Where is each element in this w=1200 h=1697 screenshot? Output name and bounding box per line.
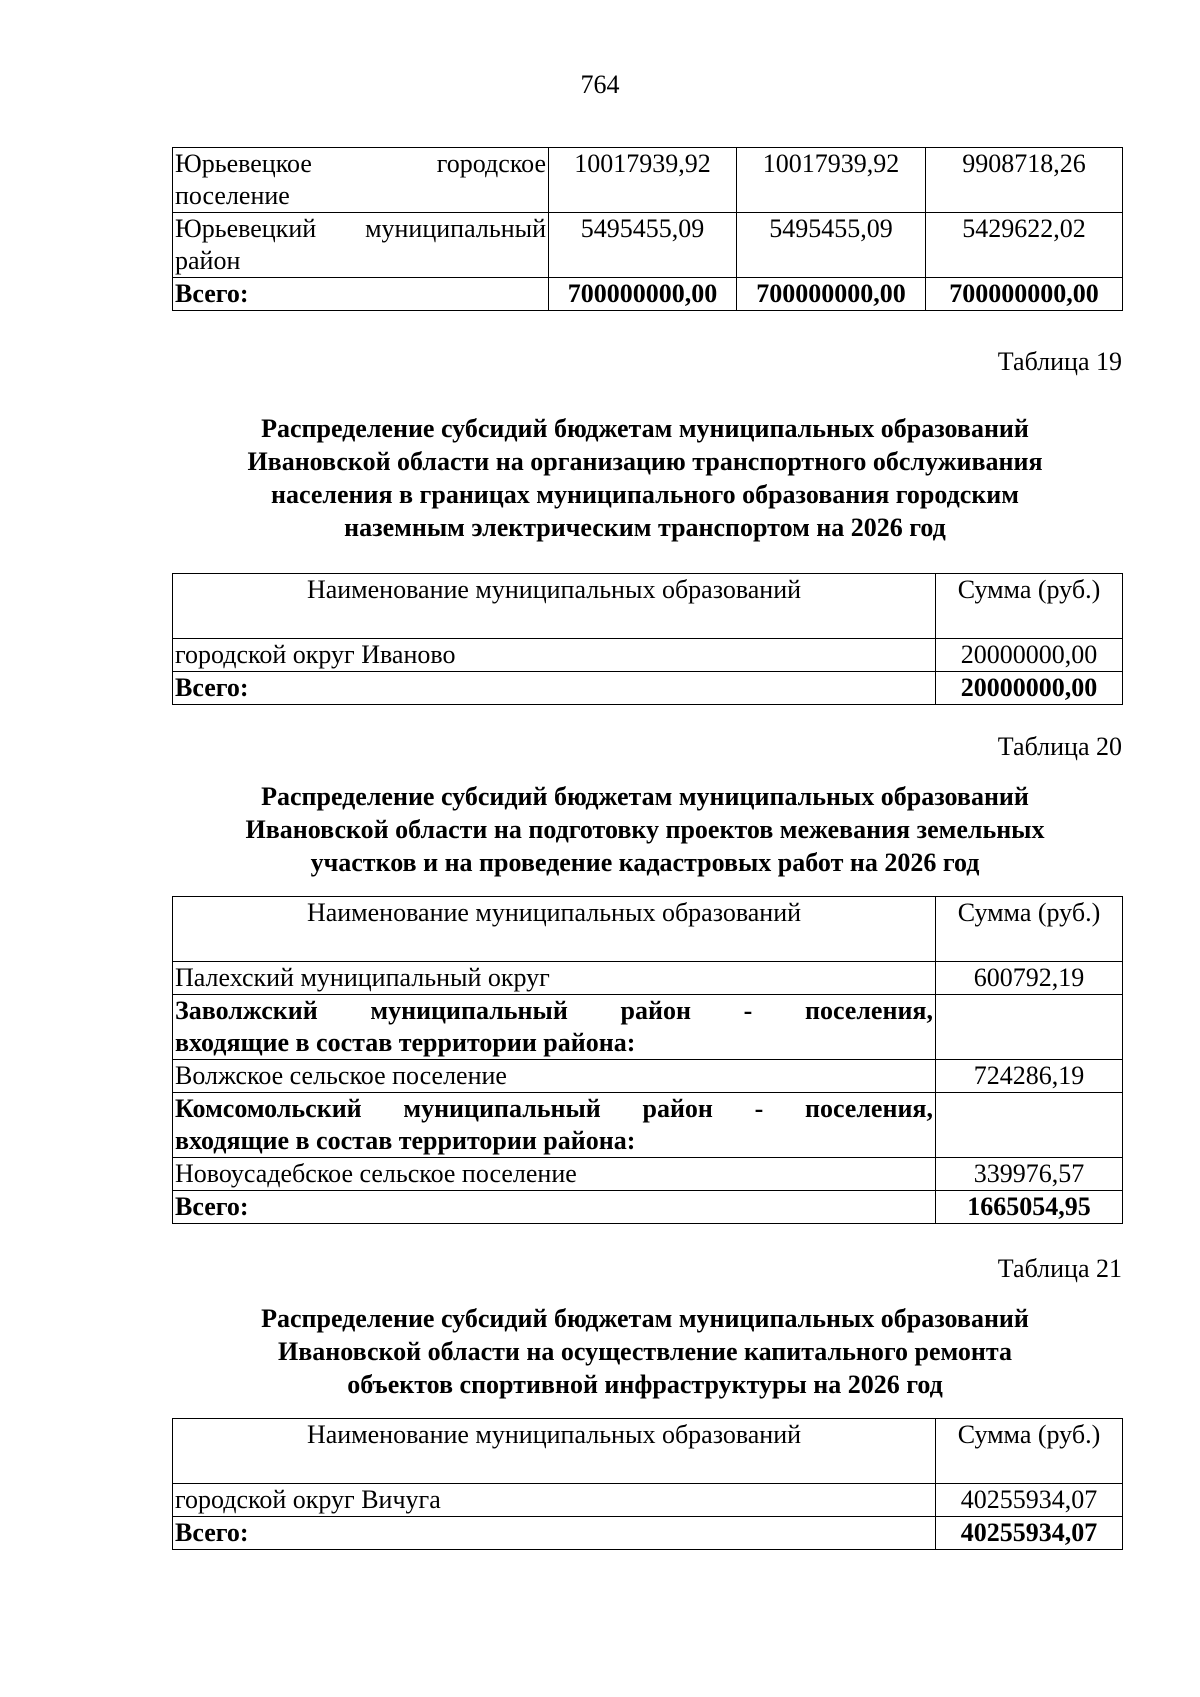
group-name: Комсомольский муниципальный район - поселения, входящие в состав территории района: bbox=[173, 1093, 936, 1158]
total-row bbox=[173, 1191, 1123, 1224]
table21-title: Распределение субсидий бюджетам муниципальных образований Ивановской области на осуществление капитального ремонта объектов спортивной инфраструктуры на 2026 год bbox=[261, 1304, 1029, 1399]
value-cell: 10017939,92 bbox=[549, 148, 737, 213]
total-sum: 1665054,95 bbox=[936, 1191, 1123, 1224]
row-name: Палехский муниципальный округ bbox=[173, 962, 936, 995]
value-cell: 10017939,92 bbox=[737, 148, 926, 213]
row-sum: 600792,19 bbox=[936, 962, 1123, 995]
header-name: Наименование муниципальных образований bbox=[173, 1419, 936, 1484]
total-value: 700000000,00 bbox=[737, 278, 926, 311]
value-cell: 5429622,02 bbox=[926, 213, 1123, 278]
top-table bbox=[172, 147, 1123, 311]
table-row bbox=[173, 213, 1123, 278]
table-row bbox=[173, 639, 1123, 672]
table19 bbox=[172, 573, 1123, 705]
row-sum: 339976,57 bbox=[936, 1158, 1123, 1191]
total-value: 700000000,00 bbox=[549, 278, 737, 311]
total-value: 700000000,00 bbox=[926, 278, 1123, 311]
total-row bbox=[173, 672, 1123, 705]
table-row bbox=[173, 1060, 1123, 1093]
total-sum: 40255934,07 bbox=[936, 1517, 1123, 1550]
row-sum: 40255934,07 bbox=[936, 1484, 1123, 1517]
value-cell: 5495455,09 bbox=[549, 213, 737, 278]
total-row bbox=[173, 1517, 1123, 1550]
total-label: Всего: bbox=[173, 278, 549, 311]
table-row bbox=[173, 1158, 1123, 1191]
table20 bbox=[172, 896, 1123, 1224]
total-sum: 20000000,00 bbox=[936, 672, 1123, 705]
value-cell: 5495455,09 bbox=[737, 213, 926, 278]
row-name: городской округ Вичуга bbox=[173, 1484, 936, 1517]
table-row bbox=[173, 962, 1123, 995]
row-sum: 20000000,00 bbox=[936, 639, 1123, 672]
empty-cell bbox=[936, 995, 1123, 1060]
value-cell: 9908718,26 bbox=[926, 148, 1123, 213]
table19-caption: Таблица 19 bbox=[997, 347, 1122, 376]
header-name: Наименование муниципальных образований bbox=[173, 574, 936, 639]
header-sum: Сумма (руб.) bbox=[936, 897, 1123, 962]
header-sum: Сумма (руб.) bbox=[936, 1419, 1123, 1484]
row-name: Юрьевецкий муниципальный район bbox=[173, 213, 549, 278]
page-number: 764 bbox=[580, 70, 620, 99]
total-label: Всего: bbox=[173, 1517, 936, 1550]
header-name: Наименование муниципальных образований bbox=[173, 897, 936, 962]
table20-caption: Таблица 20 bbox=[997, 732, 1122, 761]
group-name: Заволжский муниципальный район - поселения, входящие в состав территории района: bbox=[173, 995, 936, 1060]
table-row bbox=[173, 1484, 1123, 1517]
row-name: городской округ Иваново bbox=[173, 639, 936, 672]
header-sum: Сумма (руб.) bbox=[936, 574, 1123, 639]
table21 bbox=[172, 1418, 1123, 1550]
total-label: Всего: bbox=[173, 672, 936, 705]
table-row bbox=[173, 148, 1123, 213]
total-label: Всего: bbox=[173, 1191, 936, 1224]
row-name: Волжское сельское поселение bbox=[173, 1060, 936, 1093]
table20-title: Распределение субсидий бюджетам муниципальных образований Ивановской области на подготовку проектов межевания земельных участков и на проведение кадастровых работ на 2026 год bbox=[245, 782, 1045, 877]
group-row bbox=[173, 1093, 1123, 1158]
empty-cell bbox=[936, 1093, 1123, 1158]
table21-caption: Таблица 21 bbox=[997, 1254, 1122, 1283]
group-row bbox=[173, 995, 1123, 1060]
header-row bbox=[173, 897, 1123, 962]
total-row bbox=[173, 278, 1123, 311]
header-row bbox=[173, 574, 1123, 639]
table19-title: Распределение субсидий бюджетам муниципальных образований Ивановской области на организацию транспортного обслуживания населения в границах муниципального образования городским наземным электрическим транспортом на 2026 год bbox=[247, 414, 1043, 542]
row-sum: 724286,19 bbox=[936, 1060, 1123, 1093]
row-name: Новоусадебское сельское поселение bbox=[173, 1158, 936, 1191]
header-row bbox=[173, 1419, 1123, 1484]
row-name: Юрьевецкое городское поселение bbox=[173, 148, 549, 213]
